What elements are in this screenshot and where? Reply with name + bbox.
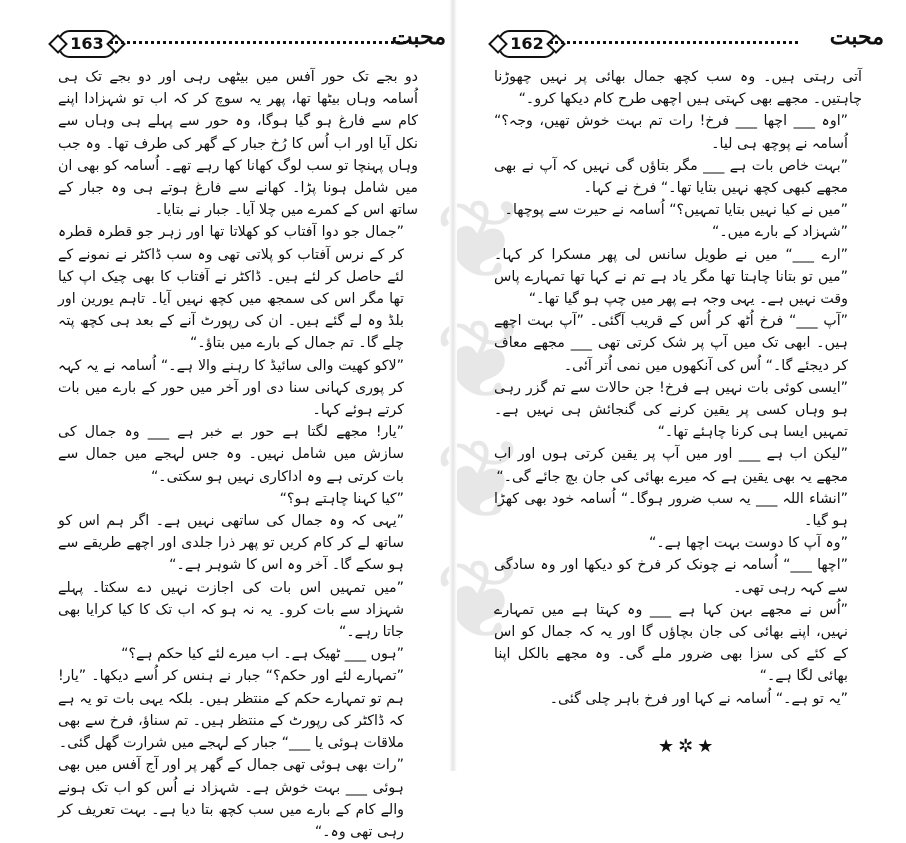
- paragraph: ”کیا کہنا چاہتے ہو؟“: [279, 490, 404, 507]
- page-text: [494, 66, 862, 710]
- paragraph: ”جمال جو دوا آفتاب کو کھلاتا تھا اور زہر جو قطرہ قطرہ کر کے نرس آفتاب کو پلاتی تھی وہ سب ڈاکٹر نے نمونے کے لئے حاصل کر لئے ہیں۔ ڈاکٹر نے آفتاب کا بھی چیک اپ کیا تھا مگر اس کی سمجھ میں کچھ نہیں آیا۔ تاہم یورین اور بلڈ وہ لے گئے ہیں۔ ان کی رپورٹ آنے کے بعد ہی کچھ پتہ چلے گا۔ تم جمال کے بارے میں بتاؤ۔“: [58, 224, 404, 352]
- page-number: 162: [498, 30, 556, 58]
- paragraph: ”لیکن اب ہے ___ اور میں آپ پر یقین کرتی ہوں اور اب مجھے یہ بھی یقین ہے کہ میرے بھائی کی جان بچ جائے گی۔“: [494, 446, 848, 485]
- left-page: [458, 0, 906, 771]
- watermark: ❦ ❦ ❦ ❦: [433, 176, 527, 664]
- paragraph: ”یہی کہ وہ جمال کی ساتھی نہیں ہے۔ اگر ہم اس کو ساتھ لے کر کام کریں تو پھر ذرا جلدی اور اچھے طریقے سے ہو سکے گا۔ آخر وہ اس کا شوہر ہے۔“: [58, 513, 404, 574]
- paragraph: ”انشاء اللہ ___ یہ سب ضرور ہوگا۔“ اُسامہ خود بھی کھڑا ہو گیا۔: [494, 490, 848, 530]
- paragraph: ”میں نے کیا نہیں بتایا تمہیں؟“ اُسامہ نے حیرت سے پوچھا۔: [504, 202, 848, 219]
- paragraph: ”یار! مجھے لگتا ہے حور بے خبر ہے ___ وہ جمال کی سازش میں شامل نہیں۔ وہ جس لہجے میں جمال سے بات کرتی ہے وہ اداکاری نہیں ہو سکتی۔“: [58, 424, 404, 485]
- right-page: [0, 0, 448, 840]
- paragraph: ”ہوں ___ ٹھیک ہے۔ اب میرے لئے کیا حکم ہے؟“: [121, 646, 404, 663]
- paragraph: ”رات بھی ہوئی تھی جمال کے گھر پر اور آج آفس میں بھی ہوئی ___ بہت خوش ہے۔ شہزاد نے اُس کو اب تک ہونے والے کام کے بارے میں سب کچھ بتا دیا ہے۔ بہت تعریف کر رہی تھی وہ۔“: [58, 757, 404, 840]
- header-dotted-rule: [110, 41, 418, 44]
- paragraph: ”ایسی کوئی بات نہیں ہے فرخ! جن حالات سے تم گزر رہی ہو وہاں کسی پر یقین کرنے کی گنجائش ہی نہیں ہے۔ تمہیں ایسا ہی کرنا چاہئے تھا۔“: [494, 379, 848, 441]
- paragraph: ”ارے ___“ میں نے طویل سانس لی پھر مسکرا کر کہا۔ ”میں تو بتانا چاہتا تھا مگر یاد ہے تم نے کہا تھا تمہارے پاس وقت نہیں ہے۔ یہی وجہ ہے پھر میں چپ ہو گیا تھا۔“: [494, 246, 848, 308]
- section-end-stars: ★✲★: [658, 736, 718, 757]
- paragraph: آتی رہتی ہیں۔ وہ سب کچھ جمال بھائی پر نہیں چھوڑنا چاہتیں۔ مجھے بھی کہتی ہیں اچھی طرح کام دیکھا کرو۔“: [494, 69, 862, 108]
- page-gutter: [449, 0, 457, 771]
- paragraph: ”بہت خاص بات ہے ___ مگر بتاؤں گی نہیں کہ آپ نے بھی مجھے کبھی کچھ نہیں بتایا تھا۔“ فرخ نے کہا۔: [494, 157, 848, 197]
- header-dotted-rule: [550, 41, 798, 44]
- paragraph: ”لاکو کھیت والی سائیڈ کا رہنے والا ہے۔“ اُسامہ نے یہ کہہ کر پوری کہانی سنا دی اور آخر میں حور کے بارے میں بات کرتے ہوئے کہا۔: [58, 357, 404, 419]
- paragraph: ”شہزاد کے بارے میں۔“: [711, 224, 848, 241]
- paragraph: ”اوہ ___ اچھا ___ فرخ! رات تم بہت خوش تھیں، وجہ؟“ اُسامہ نے پوچھ ہی لیا۔: [494, 113, 848, 152]
- paragraph: دو بجے تک حور آفس میں بیٹھی رہی اور دو بجے تک ہی اُسامہ وہاں بیٹھا تھا، پھر یہ سوچ کر کہ اب تو شہزادا اپنے کام سے فارغ ہو گیا ہوگا، وہ حور سے پہلے ہی وہاں سے نکل آیا اور اب اُس کا رُخ جبار کے گھر کی طرف تھا۔ وہ جب وہاں پہنچا تو سب لوگ کھانا کھا رہے تھے۔ اُسامہ کو بھی ان میں شامل ہونا پڑا۔ کھانے سے فارغ ہوتے ہی وہ جبار کے ساتھ اس کے کمرے میں چلا آیا۔ جبار نے بتایا۔: [58, 69, 418, 219]
- paragraph: ”اچھا ___“ اُسامہ نے چونک کر فرخ کو دیکھا اور وہ سادگی سے کہہ رہی تھی۔: [494, 557, 848, 596]
- paragraph: ”میں تمہیں اس بات کی اجازت نہیں دے سکتا۔ پہلے شہزاد سے بات کرو۔ یہ نہ ہو کہ اب تک کا کیا کرایا بھی جاتا رہے۔“: [58, 579, 404, 641]
- paragraph: ”اُس نے مجھے بہن کہا ہے ___ وہ کہتا ہے میں تمہارے نہیں، اپنے بھائی کی جان بچاؤں گا اور یہ کہ جمال کو اس کے کئے کی سزا بھی ضرور ملے گی۔ وہ مجھے بالکل اپنا بھائی لگا ہے۔“: [494, 601, 848, 685]
- paragraph: ”یہ تو ہے۔“ اُسامہ نے کہا اور فرخ باہر چلی گئی۔: [549, 690, 848, 707]
- page-text: [58, 66, 418, 843]
- paragraph: ”آپ ___“ فرخ اُٹھ کر اُس کے قریب آگئی۔ ”آپ بہت اچھے ہیں۔ ابھی تک میں آپ پر شک کرتی تھی ___ مجھے معاف کر دیجئے گا۔“ اُس کی آنکھوں میں نمی اُتر آئی۔: [494, 313, 848, 374]
- paragraph: ”تمہارے لئے اور حکم؟“ جبار نے ہنس کر اُسے دیکھا۔ ”یار! ہم تو تمہارے حکم کے منتظر ہیں۔ بلکہ یہی بات تو یہ ہے کہ ڈاکٹر کی رپورٹ کے منتظر ہیں۔ تم سناؤ، فرخ سے بھی ملاقات ہوئی یا ___“ جبار کے لہجے میں شرارت گھل گئی۔: [58, 668, 404, 752]
- page-header: [0, 24, 448, 60]
- page-number: 163: [58, 30, 116, 58]
- magazine-logo: محبت: [829, 24, 884, 50]
- magazine-logo: محبت: [391, 24, 446, 50]
- paragraph: ”وہ آپ کا دوست بہت اچھا ہے۔“: [649, 535, 848, 552]
- page-header: [458, 24, 906, 60]
